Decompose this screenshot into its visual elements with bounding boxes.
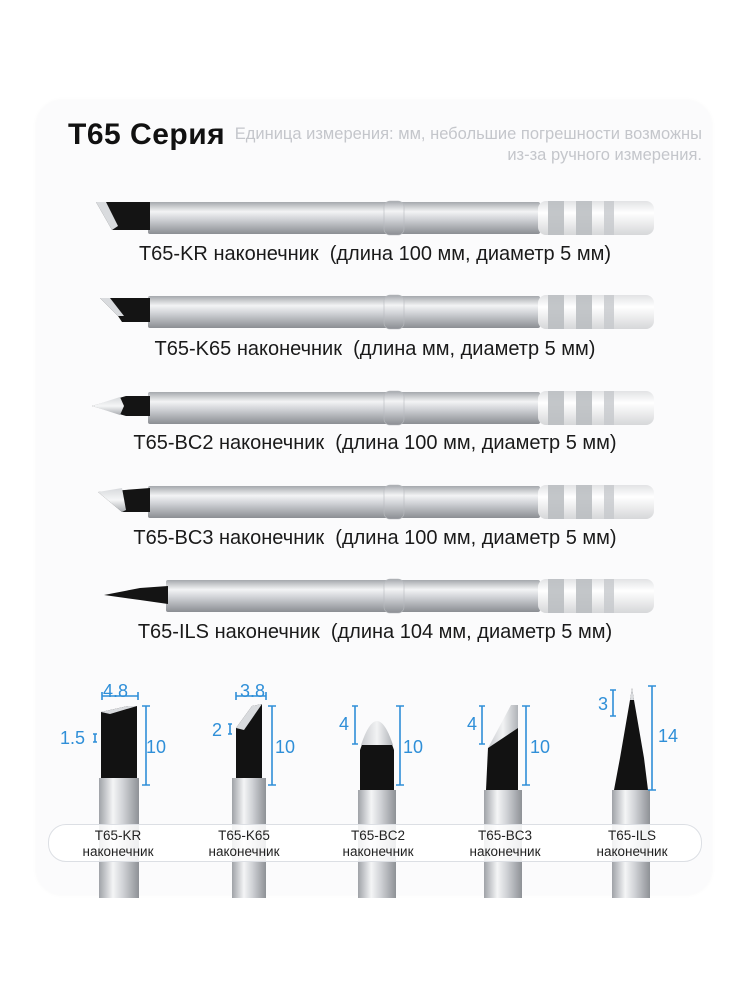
tip-spec: (длина 104 мм, диаметр 5 мм) xyxy=(330,621,613,643)
dim-kr-side: 1.5 xyxy=(60,728,86,748)
dim-k65-height: 10 xyxy=(275,737,296,757)
tips-detail-illustration xyxy=(0,668,750,898)
tip-type: наконечник xyxy=(219,527,325,549)
page-title: T65 Серия xyxy=(68,118,226,151)
dim-bc2-side: 4 xyxy=(339,714,350,734)
tip-spec: (длина 100 мм, диаметр 5 мм) xyxy=(335,527,617,549)
tip-image-t65-bc3 xyxy=(0,482,750,522)
dim-ils-side: 3 xyxy=(598,694,609,714)
tip-label-t65-k65 xyxy=(0,338,750,361)
tip-image-t65-kr xyxy=(0,198,750,238)
tip-type: наконечник xyxy=(236,338,342,360)
detail-k65 xyxy=(228,692,276,898)
tip-label-t65-kr xyxy=(0,243,750,266)
measurement-note: Единица измерения: мм, небольшие погрешности возможны из-за ручного измерения. xyxy=(234,125,702,164)
tip-image-t65-ils xyxy=(0,576,750,616)
detail-label-bc2: T65-BC2 наконечник xyxy=(342,828,414,859)
tip-type: наконечник xyxy=(214,621,320,643)
dim-bc3-height: 10 xyxy=(530,737,551,757)
tip-image-t65-k65 xyxy=(0,292,750,332)
tip-model: T65-K65 xyxy=(154,338,232,360)
dim-kr-height: 10 xyxy=(146,737,167,757)
dim-kr-width: 4.8 xyxy=(103,681,129,701)
dim-ils-height: 14 xyxy=(658,726,679,746)
dim-k65-side: 2 xyxy=(212,720,223,740)
tip-image-t65-bc2 xyxy=(0,388,750,428)
detail-bc2 xyxy=(352,706,404,898)
tip-label-t65-ils xyxy=(0,621,750,644)
tip-type: наконечник xyxy=(213,243,319,265)
tip-model: T65-KR xyxy=(138,243,208,265)
tip-spec: (длина мм, диаметр 5 мм) xyxy=(353,338,596,360)
dim-k65-width: 3.8 xyxy=(240,681,266,701)
detail-label-ils: T65-ILS наконечник xyxy=(596,828,668,859)
detail-kr xyxy=(93,692,150,898)
tip-type: наконечник xyxy=(219,432,325,454)
tip-spec: (длина 100 мм, диаметр 5 мм) xyxy=(335,432,617,454)
detail-label-bc3: T65-BC3 наконечник xyxy=(469,828,541,859)
tip-label-t65-bc2 xyxy=(0,432,750,455)
tip-model: T65-BC3 xyxy=(133,527,214,549)
detail-label-kr: T65-KR наконечник xyxy=(82,828,154,859)
dim-bc2-height: 10 xyxy=(403,737,424,757)
tip-label-t65-bc3 xyxy=(0,527,750,550)
detail-bc3 xyxy=(479,705,530,898)
dim-bc3-side: 4 xyxy=(467,714,478,734)
detail-label-k65: T65-K65 наконечник xyxy=(208,828,280,859)
tip-spec: (длина 100 мм, диаметр 5 мм) xyxy=(329,243,612,265)
tip-model: T65-ILS xyxy=(137,621,209,643)
tip-model: T65-BC2 xyxy=(133,432,214,454)
detail-ils xyxy=(610,686,656,898)
